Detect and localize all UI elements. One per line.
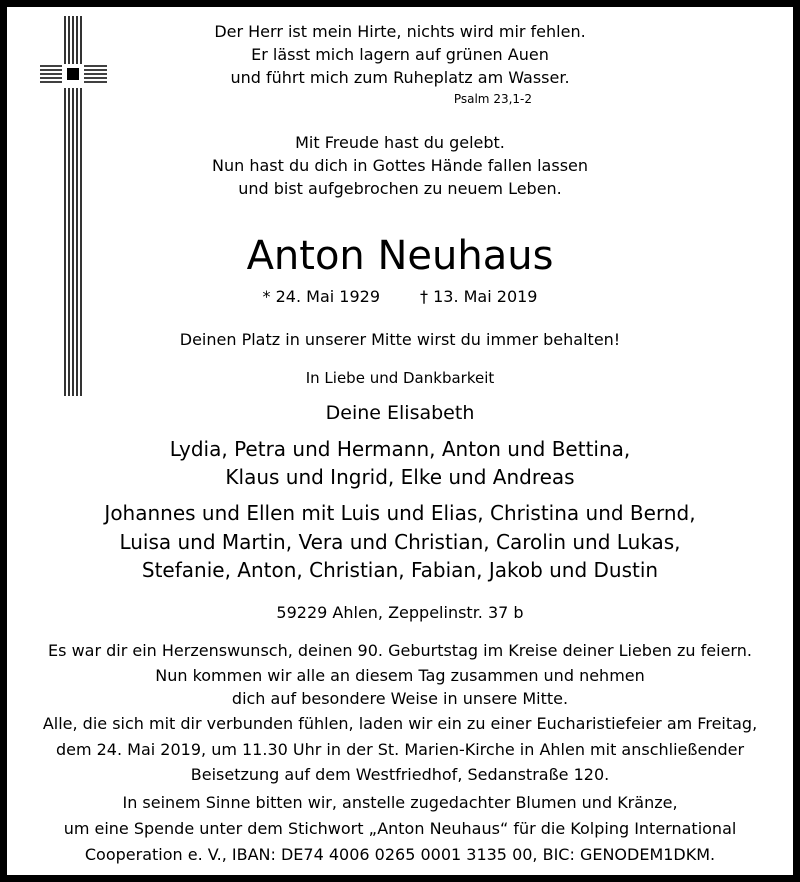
psalm-line: Er lässt mich lagern auf grünen Auen [251, 45, 549, 64]
psalm-line: Der Herr ist mein Hirte, nichts wird mir fehlen. [214, 22, 586, 41]
notice-line: Cooperation e. V., IBAN: DE74 4006 0265 0001 3135 00, BIC: GENODEM1DKM. [84, 845, 716, 864]
children-line: Klaus und Ingrid, Elke und Andreas [225, 465, 575, 489]
address: 59229 Ahlen, Zeppelinstr. 37 b [276, 603, 524, 622]
grandchildren-line: Johannes und Ellen mit Luis und Elias, Christina und Bernd, [104, 501, 696, 525]
notice-line: Es war dir ein Herzenswunsch, deinen 90. Geburtstag im Kreise deiner Lieben zu feiern. [48, 641, 752, 660]
verse-line: Nun hast du dich in Gottes Hände fallen lassen [211, 156, 589, 175]
life-dates [90, 289, 710, 305]
grandchildren-line: Stefanie, Anton, Christian, Fabian, Jakob und Dustin [141, 558, 659, 582]
intro-text: In Liebe und Dankbarkeit [305, 369, 495, 387]
notice-line: dich auf besondere Weise in unsere Mitte. [231, 689, 569, 708]
notice-line: Alle, die sich mit dir verbunden fühlen, laden wir ein zu einer Eucharistiefeier am Freitag, [42, 714, 758, 733]
verse-line: Mit Freude hast du gelebt. [295, 133, 505, 152]
deceased-name: Anton Neuhaus [246, 233, 554, 279]
verse-line: und bist aufgebrochen zu neuem Leben. [238, 179, 562, 198]
notice-line: um eine Spende unter dem Stichwort „Anton Neuhaus“ für die Kolping International [63, 819, 737, 838]
death-date: † 13. Mai 2019 [420, 287, 538, 306]
psalm-line: und führt mich zum Ruheplatz am Wasser. [230, 68, 570, 87]
children-line: Lydia, Petra und Hermann, Anton und Bettina, [169, 437, 631, 461]
birth-date: * 24. Mai 1929 [262, 287, 380, 306]
notice-line: dem 24. Mai 2019, um 11.30 Uhr in der St. Marien-Kirche in Ahlen mit anschließender [55, 740, 745, 759]
notice-line: Beisetzung auf dem Westfriedhof, Sedanstraße 120. [190, 765, 610, 784]
motto: Deinen Platz in unserer Mitte wirst du immer behalten! [179, 330, 621, 349]
notice-line: In seinem Sinne bitten wir, anstelle zugedachter Blumen und Kränze, [122, 793, 678, 812]
cross-icon [0, 0, 120, 420]
spouse-name: Deine Elisabeth [325, 402, 475, 424]
notice-line: Nun kommen wir alle an diesem Tag zusammen und nehmen [155, 666, 645, 685]
psalm-reference: Psalm 23,1-2 [453, 92, 532, 106]
grandchildren-line: Luisa und Martin, Vera und Christian, Carolin und Lukas, [119, 530, 681, 554]
